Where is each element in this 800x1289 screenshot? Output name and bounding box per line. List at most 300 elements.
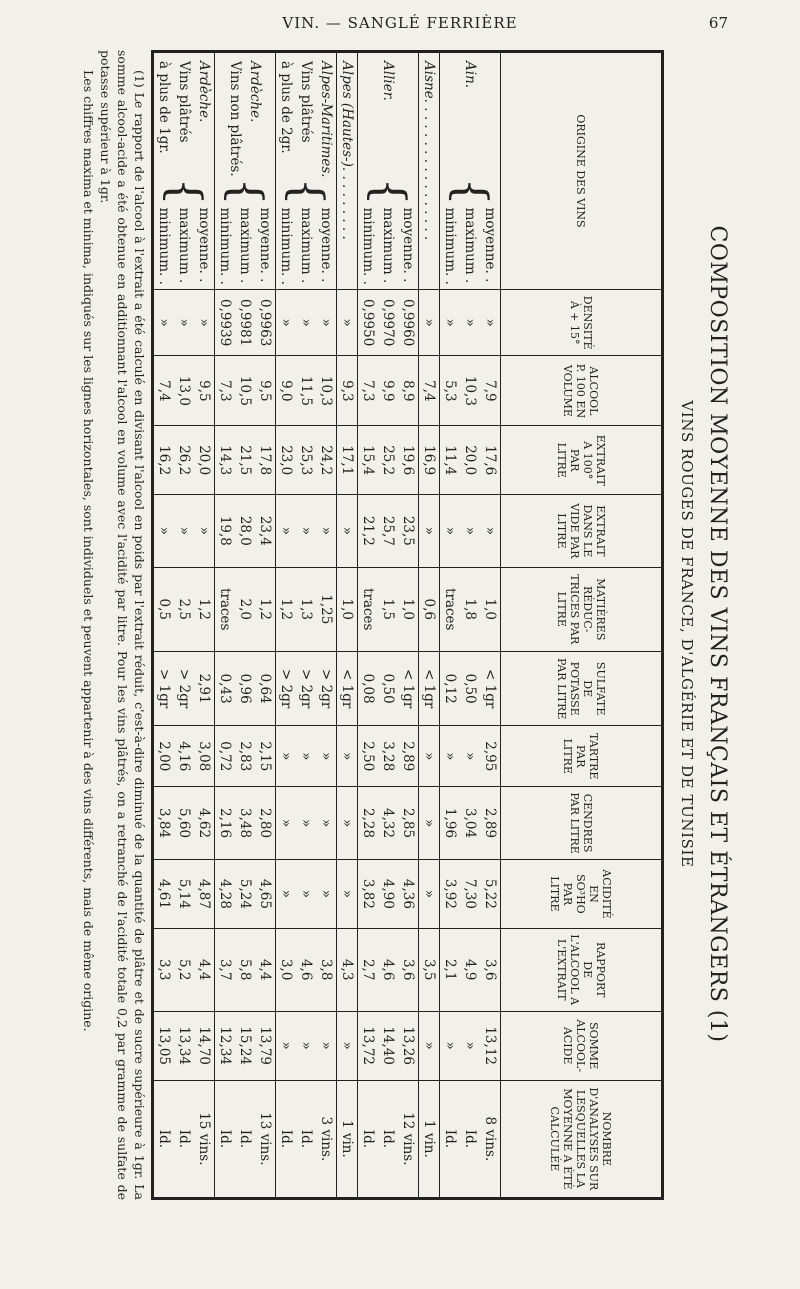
- origin-line: Allier.: [380, 61, 396, 101]
- stat-label: minimum. .: [278, 207, 294, 285]
- cell-value: »: [176, 318, 192, 327]
- cell-value: »: [318, 752, 334, 761]
- stat-label: moyenne. .: [318, 207, 334, 283]
- value-cell: [276, 726, 337, 787]
- cell-value: »: [156, 526, 172, 535]
- col-header: MATIÈRES RÉDUC- TRICES PAR LITRE: [501, 567, 663, 651]
- origin-line: Alpes (Hautes-). . . . . . . . .: [339, 61, 355, 240]
- value-cell: [337, 726, 358, 787]
- cell-value: < 1gr: [400, 669, 416, 709]
- cell-value: 3,08: [196, 741, 212, 772]
- cell-value: 5,3: [442, 380, 458, 402]
- cell-value: 1,2: [257, 598, 273, 621]
- cell-value: »: [339, 752, 355, 761]
- value-cell: [337, 928, 358, 1011]
- brace-glyph: {: [159, 177, 210, 206]
- cell-value: »: [421, 318, 437, 327]
- origin-name: [460, 61, 480, 88]
- cell-value: > 1gr: [156, 669, 172, 709]
- origin-name: [337, 61, 357, 240]
- cell-value: 13 vins.: [257, 1112, 273, 1166]
- cell-value: »: [421, 818, 437, 828]
- value-cell: [276, 928, 337, 1011]
- cell-value: 25,3: [298, 445, 314, 476]
- cell-value: »: [298, 318, 314, 327]
- col-header: EXTRAIT A 100° PAR LITRE: [501, 426, 663, 495]
- cell-value: 7,4: [421, 380, 437, 402]
- cell-value: 0,12: [442, 673, 458, 704]
- cell-value: »: [442, 526, 458, 535]
- cell-value: »: [339, 818, 355, 828]
- value-cell: [153, 1080, 215, 1198]
- footnote-1: (1) Le rapport de l'alcool à l'extrait a été calculé en divisant l'alcool en poids par l'extrait réduit, c'est-à-dire diminué de la quantité de plâtre et de sucre supérieure à 1gr. La somme alcool-acide a été obtenue en additionnant l'alcool en volume avec l'acidité par litre. Pour les vins plâtrés, on a retranché de l'acidité totale 0,2 par gramme de sulfate de potasse supérieur à 1gr.: [98, 50, 147, 1200]
- cell-value: 4,62: [196, 808, 212, 839]
- cell-value: 13,72: [360, 1026, 376, 1065]
- cell-value: 19,8: [217, 515, 233, 546]
- value-cell: [358, 495, 419, 568]
- value-cell: [337, 495, 358, 568]
- cell-value: 12,34: [217, 1026, 233, 1065]
- cell-value: > 2gr: [318, 669, 334, 709]
- table-row: [337, 52, 358, 1199]
- cell-value: 16,2: [156, 445, 172, 476]
- cell-value: traces: [442, 588, 458, 631]
- cell-value: 3,28: [380, 741, 396, 772]
- cell-value: 0,43: [217, 673, 233, 704]
- cell-value: 5,14: [176, 878, 192, 909]
- cell-value: 17,6: [482, 445, 498, 476]
- brace-glyph: {: [281, 177, 332, 206]
- cell-value: 19,6: [400, 445, 416, 476]
- cell-value: 14,3: [217, 445, 233, 476]
- cell-value: »: [278, 818, 294, 828]
- value-cell: [358, 928, 419, 1011]
- cell-value: 5,8: [237, 958, 253, 981]
- cell-value: 4,4: [196, 958, 212, 981]
- brace-glyph: {: [363, 177, 414, 206]
- cell-value: 1,3: [298, 598, 314, 621]
- cell-value: 0,9950: [360, 299, 376, 347]
- value-cell: [440, 726, 501, 787]
- value-cell: [358, 787, 419, 860]
- cell-value: 3,82: [360, 878, 376, 909]
- origin-cell: [337, 52, 358, 290]
- value-cell: [276, 787, 337, 860]
- cell-value: 1,25: [318, 594, 334, 625]
- value-cell: [215, 289, 276, 356]
- value-cell: [153, 426, 215, 495]
- cell-value: 21,2: [360, 515, 376, 546]
- cell-value: 4,16: [176, 741, 192, 772]
- cell-value: 2,7: [360, 958, 376, 981]
- cell-value: »: [421, 889, 437, 899]
- table-subtitle: VINS ROUGES DE FRANCE, D'ALGÉRIE ET DE TUNISIE: [678, 400, 696, 868]
- origin-line: Vins non plâtrés.: [227, 61, 243, 177]
- cell-value: »: [421, 526, 437, 535]
- origin-line: Alpes-Maritimes.: [318, 61, 334, 178]
- cell-value: 13,12: [482, 1026, 498, 1065]
- cell-value: 14,40: [380, 1026, 396, 1065]
- value-cell: [215, 1080, 276, 1198]
- cell-value: 10,5: [237, 375, 253, 406]
- origin-line: à plus de 2gr.: [278, 61, 294, 154]
- value-cell: [358, 356, 419, 426]
- stat-label: maximum .: [462, 207, 478, 284]
- cell-value: »: [421, 752, 437, 761]
- table-header-row: [501, 52, 663, 1199]
- value-cell: [440, 1011, 501, 1080]
- cell-value: 1,8: [462, 598, 478, 621]
- value-cell: [440, 860, 501, 929]
- col-header: SOMME ALCOOL- ACIDE: [501, 1011, 663, 1080]
- origin-cell: [358, 52, 419, 290]
- cell-value: 13,0: [176, 375, 192, 406]
- origin-name: [419, 61, 439, 240]
- cell-value: »: [339, 1041, 355, 1050]
- value-cell: [440, 289, 501, 356]
- value-cell: [419, 1080, 440, 1198]
- value-cell: [440, 495, 501, 568]
- origin-line: à plus de 1gr.: [156, 61, 172, 154]
- cell-value: 3,92: [442, 878, 458, 909]
- stat-label: moyenne. .: [400, 207, 416, 283]
- cell-value: 5,2: [176, 958, 192, 981]
- cell-value: »: [318, 1041, 334, 1050]
- cell-value: 11,5: [298, 375, 314, 406]
- cell-value: 9,3: [339, 380, 355, 402]
- value-cell: [276, 860, 337, 929]
- cell-value: »: [482, 526, 498, 535]
- cell-value: 2,83: [237, 741, 253, 772]
- cell-value: Id.: [462, 1129, 478, 1149]
- cell-value: »: [318, 526, 334, 535]
- cell-value: »: [298, 526, 314, 535]
- value-cell: [337, 567, 358, 651]
- value-cell: [337, 1080, 358, 1198]
- cell-value: 0,9970: [380, 299, 396, 347]
- value-cell: [276, 356, 337, 426]
- cell-value: Id.: [217, 1129, 233, 1149]
- origin-name: [276, 61, 336, 178]
- cell-value: 10,3: [462, 375, 478, 406]
- cell-value: 2,1: [442, 958, 458, 981]
- page-number: 67: [708, 14, 728, 32]
- cell-value: 16,9: [421, 445, 437, 476]
- cell-value: 4,90: [380, 878, 396, 909]
- cell-value: 2,89: [400, 741, 416, 772]
- value-cell: [419, 1011, 440, 1080]
- value-cell: [419, 928, 440, 1011]
- value-cell: [358, 426, 419, 495]
- cell-value: > 2gr: [176, 669, 192, 709]
- origin-line: Vins plâtrés: [298, 61, 314, 143]
- value-cell: [153, 651, 215, 726]
- value-cell: [153, 356, 215, 426]
- value-cell: [358, 289, 419, 356]
- value-cell: [153, 567, 215, 651]
- value-cell: [215, 651, 276, 726]
- stat-label: moyenne. .: [196, 207, 212, 283]
- stat-label: maximum .: [237, 207, 253, 284]
- value-cell: [419, 289, 440, 356]
- cell-value: »: [278, 1041, 294, 1050]
- cell-value: »: [176, 526, 192, 535]
- cell-value: 4,61: [156, 878, 172, 909]
- origin-line: Ardèche.: [247, 61, 263, 123]
- origin-name: [225, 61, 265, 177]
- cell-value: 4,28: [217, 878, 233, 909]
- cell-value: »: [298, 818, 314, 828]
- value-cell: [419, 860, 440, 929]
- cell-value: 2,15: [257, 741, 273, 772]
- col-header: DENSITÉ À + 15°: [501, 289, 663, 356]
- brace-glyph: {: [445, 177, 496, 206]
- table-row: [276, 52, 337, 1199]
- cell-value: 2,80: [257, 808, 273, 839]
- cell-value: 3,8: [318, 958, 334, 981]
- origin-cell: [440, 52, 501, 290]
- cell-value: 1 vin.: [421, 1119, 437, 1158]
- value-cell: [153, 928, 215, 1011]
- cell-value: < 1gr: [339, 669, 355, 709]
- cell-value: Id.: [360, 1129, 376, 1149]
- cell-value: 1 vin.: [339, 1119, 355, 1158]
- value-cell: [419, 726, 440, 787]
- cell-value: Id.: [442, 1129, 458, 1149]
- cell-value: 0,9981: [237, 299, 253, 347]
- cell-value: < 1gr: [421, 669, 437, 709]
- value-cell: [440, 1080, 501, 1198]
- cell-value: 4,3: [339, 958, 355, 981]
- stat-label: moyenne. .: [257, 207, 273, 283]
- origin-cell: [153, 52, 215, 290]
- value-cell: [276, 1011, 337, 1080]
- cell-value: Id.: [176, 1129, 192, 1149]
- cell-value: 2,91: [196, 673, 212, 704]
- value-cell: [440, 787, 501, 860]
- cell-value: 4,65: [257, 878, 273, 909]
- cell-value: »: [298, 889, 314, 899]
- cell-value: »: [442, 318, 458, 327]
- cell-value: 4,6: [298, 958, 314, 981]
- value-cell: [215, 860, 276, 929]
- value-cell: [419, 495, 440, 568]
- col-header: ORIGINE DES VINS: [501, 52, 663, 290]
- cell-value: 24,2: [318, 445, 334, 476]
- rotated-table-page: [36, 44, 736, 1224]
- cell-value: 15,24: [237, 1026, 253, 1065]
- value-cell: [276, 567, 337, 651]
- cell-value: 5,22: [482, 878, 498, 909]
- cell-value: 3,04: [462, 808, 478, 839]
- cell-value: 9,9: [380, 380, 396, 402]
- value-cell: [337, 860, 358, 929]
- cell-value: »: [156, 318, 172, 327]
- cell-value: 2,00: [156, 741, 172, 772]
- table-row: [215, 52, 276, 1199]
- value-cell: [153, 726, 215, 787]
- table-row: [153, 52, 215, 1199]
- origin-line: Vins plâtrés: [176, 61, 192, 143]
- cell-value: 13,79: [257, 1026, 273, 1065]
- cell-value: 2,50: [360, 741, 376, 772]
- cell-value: 2,0: [237, 598, 253, 621]
- table-row: [440, 52, 501, 1199]
- col-header: RAPPORT DE L'ALCOOL A L'EXTRAIT: [501, 928, 663, 1011]
- value-cell: [440, 567, 501, 651]
- cell-value: 8,9: [400, 380, 416, 402]
- value-cell: [358, 860, 419, 929]
- cell-value: 1,5: [380, 598, 396, 621]
- table-title: COMPOSITION MOYENNE DES VINS FRANÇAIS ET ÉTRANGERS (1): [705, 225, 730, 1043]
- cell-value: 3,0: [278, 958, 294, 981]
- value-cell: [358, 1080, 419, 1198]
- cell-value: 3,6: [400, 958, 416, 981]
- cell-value: 8 vins.: [482, 1116, 498, 1162]
- cell-value: »: [318, 318, 334, 327]
- cell-value: 13,34: [176, 1026, 192, 1065]
- table-body: [153, 52, 501, 1199]
- value-cell: [337, 1011, 358, 1080]
- cell-value: 0,5: [156, 598, 172, 621]
- cell-value: 5,24: [237, 878, 253, 909]
- cell-value: 1,96: [442, 808, 458, 839]
- footnotes: [80, 50, 148, 1200]
- cell-value: 7,3: [217, 380, 233, 402]
- cell-value: 0,50: [462, 673, 478, 704]
- cell-value: »: [442, 752, 458, 761]
- cell-value: 9,5: [196, 380, 212, 402]
- cell-value: »: [339, 526, 355, 535]
- value-cell: [337, 787, 358, 860]
- col-header: ALCOOL P. 100 EN VOLUME: [501, 356, 663, 426]
- cell-value: 4,87: [196, 878, 212, 909]
- value-cell: [215, 1011, 276, 1080]
- stat-label: minimum. .: [156, 207, 172, 285]
- cell-value: 1,0: [339, 598, 355, 621]
- value-cell: [337, 651, 358, 726]
- cell-value: 20,0: [196, 445, 212, 476]
- cell-value: 7,4: [156, 380, 172, 402]
- cell-value: traces: [360, 588, 376, 631]
- cell-value: 0,6: [421, 598, 437, 621]
- stat-label: moyenne. .: [482, 207, 498, 283]
- cell-value: Id.: [278, 1129, 294, 1149]
- cell-value: < 1gr: [482, 669, 498, 709]
- cell-value: »: [298, 752, 314, 761]
- cell-value: 25,7: [380, 515, 396, 546]
- value-cell: [215, 495, 276, 568]
- col-header: SULFATE DE POTASSE PAR LITRE: [501, 651, 663, 726]
- value-cell: [337, 289, 358, 356]
- cell-value: 0,96: [237, 673, 253, 704]
- cell-value: »: [339, 889, 355, 899]
- stat-label: minimum. .: [442, 207, 458, 285]
- value-cell: [215, 426, 276, 495]
- origin-cell: [215, 52, 276, 290]
- cell-value: »: [442, 1041, 458, 1050]
- table-row: [358, 52, 419, 1199]
- stat-label: minimum. .: [217, 207, 233, 285]
- cell-value: 7,9: [482, 380, 498, 402]
- value-cell: [440, 426, 501, 495]
- value-cell: [358, 651, 419, 726]
- cell-value: 3 vins.: [318, 1116, 334, 1162]
- cell-value: 0,9960: [400, 299, 416, 347]
- cell-value: 4,36: [400, 878, 416, 909]
- cell-value: »: [462, 318, 478, 327]
- cell-value: »: [298, 1041, 314, 1050]
- table-row: [419, 52, 440, 1199]
- cell-value: »: [318, 818, 334, 828]
- cell-value: 0,72: [217, 741, 233, 772]
- value-cell: [419, 567, 440, 651]
- value-cell: [153, 787, 215, 860]
- value-cell: [440, 651, 501, 726]
- cell-value: 9,0: [278, 380, 294, 402]
- cell-value: »: [482, 318, 498, 327]
- cell-value: »: [278, 318, 294, 327]
- value-cell: [358, 1011, 419, 1080]
- cell-value: 2,16: [217, 808, 233, 839]
- cell-value: 14,70: [196, 1026, 212, 1065]
- cell-value: 4,4: [257, 958, 273, 981]
- cell-value: 2,89: [482, 808, 498, 839]
- value-cell: [153, 860, 215, 929]
- cell-value: 21,5: [237, 445, 253, 476]
- cell-value: 3,7: [217, 958, 233, 981]
- cell-value: »: [278, 752, 294, 761]
- cell-value: 15,4: [360, 445, 376, 476]
- cell-value: 2,5: [176, 598, 192, 621]
- cell-value: 17,8: [257, 445, 273, 476]
- col-header: CENDRES PAR LITRE: [501, 787, 663, 860]
- cell-value: 1,2: [278, 598, 294, 621]
- value-cell: [337, 356, 358, 426]
- stat-label: maximum .: [380, 207, 396, 284]
- value-cell: [358, 726, 419, 787]
- origin-cell: [419, 52, 440, 290]
- origin-name: [378, 61, 398, 101]
- value-cell: [276, 1080, 337, 1198]
- cell-value: »: [462, 1041, 478, 1050]
- cell-value: 12 vins.: [400, 1112, 416, 1166]
- cell-value: 3,3: [156, 958, 172, 981]
- cell-value: 15 vins.: [196, 1112, 212, 1166]
- cell-value: 26,2: [176, 445, 192, 476]
- running-title: VIN. — SANGLÉ FERRIÈRE: [282, 14, 518, 32]
- cell-value: 2,95: [482, 741, 498, 772]
- cell-value: 3,84: [156, 808, 172, 839]
- stat-label: maximum .: [176, 207, 192, 284]
- cell-value: 2,28: [360, 808, 376, 839]
- value-cell: [276, 651, 337, 726]
- cell-value: »: [421, 1041, 437, 1050]
- cell-value: 4,6: [380, 958, 396, 981]
- value-cell: [276, 289, 337, 356]
- value-cell: [440, 356, 501, 426]
- cell-value: 3,5: [421, 958, 437, 981]
- cell-value: 17,1: [339, 445, 355, 476]
- value-cell: [215, 787, 276, 860]
- cell-value: 23,0: [278, 445, 294, 476]
- cell-value: Id.: [237, 1129, 253, 1149]
- value-cell: [153, 1011, 215, 1080]
- stat-label: maximum .: [298, 207, 314, 284]
- value-cell: [337, 426, 358, 495]
- cell-value: 13,26: [400, 1026, 416, 1065]
- cell-value: »: [339, 318, 355, 327]
